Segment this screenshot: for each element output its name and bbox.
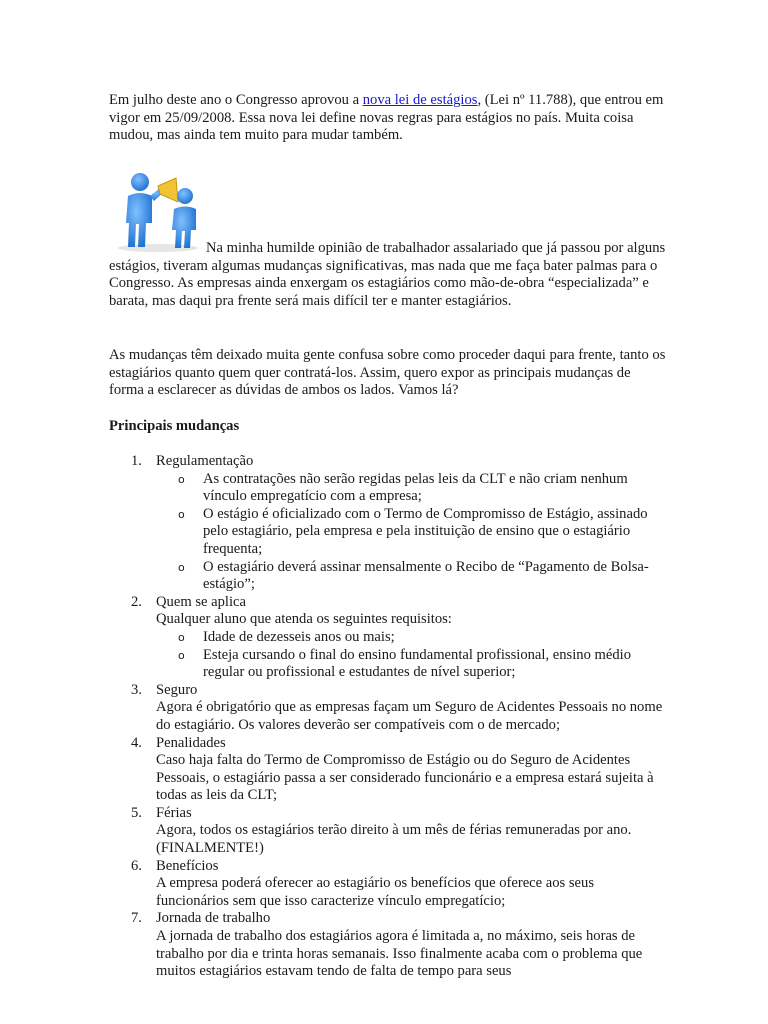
- list-item-title: Benefícios: [156, 857, 219, 874]
- sub-list-item: [156, 647, 669, 682]
- sub-list-item-text: As contratações não serão regidas pelas leis da CLT e não criam nenhum vínculo empregatício com a empresa;: [203, 470, 628, 505]
- list-item-number: 3.: [131, 681, 142, 698]
- list-item-title: Férias: [156, 804, 192, 821]
- list-item-number: 7.: [131, 910, 142, 927]
- list-item-text: Caso haja falta do Termo de Compromisso de Estágio ou do Seguro de Acidentes Pessoais, o estagiário passa a ser considerado funcionário e a empresa estará sujeita à todas as leis da CLT;: [156, 752, 654, 804]
- list-item-text: A jornada de trabalho dos estagiários agora é limitada a, no máximo, seis horas de trabalho por dia e trinta horas semanais. Isso finalmente acaba com o problema que muitos estagiários estavam tendo de falta de tempo para seus: [156, 928, 643, 980]
- intro-paragraph: [109, 92, 669, 145]
- sub-list-item-text: O estágio é oficializado com o Termo de Compromisso de Estágio, assinado pelo estagiário, pela empresa e pela instituição de ensino que o estagiário frequenta;: [203, 505, 648, 557]
- list-item-regulamentacao: [109, 453, 669, 594]
- sub-list: [156, 629, 669, 682]
- list-item-number: 2.: [131, 593, 142, 610]
- list-item-beneficios: [109, 858, 669, 911]
- sub-list: [156, 471, 669, 594]
- sub-list-item-text: Esteja cursando o final do ensino fundamental profissional, ensino médio regular ou profissional e estudantes de nível superior;: [203, 646, 631, 681]
- list-item-jornada: [109, 910, 669, 980]
- list-item-title: Quem se aplica: [156, 593, 246, 610]
- sub-list-item-text: O estagiário deverá assinar mensalmente o Recibo de “Pagamento de Bolsa-estágio”;: [203, 558, 649, 593]
- bullet-icon: o: [178, 648, 185, 662]
- list-item-quem-se-aplica: [109, 594, 669, 682]
- list-item-title: Jornada de trabalho: [156, 910, 271, 927]
- list-item-text: Agora, todos os estagiários terão direito à um mês de férias remuneradas por ano. (FINALMENTE!): [156, 822, 632, 857]
- intro-text-after-link: , (Lei nº 11.788), que entrou em vigor em 25/09/2008. Essa nova lei define novas regras para estágios no país. Muita coisa mudou, mas ainda tem muito para mudar também.: [109, 92, 664, 144]
- list-item-number: 6.: [131, 857, 142, 874]
- section-heading: Principais mudanças: [109, 418, 240, 434]
- list-item-penalidades: [109, 735, 669, 805]
- opinion-paragraph: [109, 240, 669, 310]
- sub-list-item: [156, 629, 669, 647]
- list-item-text: A empresa poderá oferecer ao estagiário os benefícios que oferece aos seus funcionários sem que isso caracterize vínculo empregatício;: [156, 875, 595, 909]
- sub-list-item-text: Idade de dezesseis anos ou mais;: [203, 628, 395, 645]
- list-item-text: Agora é obrigatório que as empresas façam um Seguro de Acidentes Pessoais no nome do estagiário. Os valores deverão ser compatíveis com o de mercado;: [156, 699, 663, 733]
- bullet-icon: o: [178, 560, 185, 574]
- changes-list: [109, 453, 669, 981]
- list-item-title: Penalidades: [156, 734, 226, 751]
- changes-paragraph: As mudanças têm deixado muita gente confusa sobre como proceder daqui para frente, tanto os estagiários quanto quem quer contratá-los. Assim, quero expor as principais mudanças de forma a esclarecer as dúvidas de ambos os lados. Vamos lá?: [109, 347, 666, 399]
- list-item-ferias: [109, 805, 669, 858]
- bullet-icon: o: [178, 630, 185, 644]
- sub-list-item: [156, 471, 669, 506]
- bullet-icon: o: [178, 472, 185, 486]
- list-item-number: 1.: [131, 453, 142, 469]
- sub-list-item: [156, 506, 669, 559]
- opinion-text: Na minha humilde opinião de trabalhador assalariado que já passou por alguns estágios, tiveram algumas mudanças significativas, mas nada que me faça bater palmas para o Congresso. As empresas ainda enxergam os estagiários como mão-de-obra “especializada” e barata, mas daqui pra frente será mais difícil ter e manter estagiários.: [109, 240, 666, 309]
- list-item-number: 5.: [131, 804, 142, 821]
- list-item-seguro: [109, 682, 669, 735]
- sub-list-item: [156, 559, 669, 594]
- list-item-number: 4.: [131, 734, 142, 751]
- list-item-text: Qualquer aluno que atenda os seguintes requisitos:: [156, 611, 452, 628]
- nova-lei-link[interactable]: nova lei de estágios: [362, 92, 478, 108]
- bullet-icon: o: [178, 507, 185, 521]
- list-item-title: Regulamentação: [156, 453, 254, 469]
- list-item-title: Seguro: [156, 681, 198, 698]
- intro-text-before-link: Em julho deste ano o Congresso aprovou a: [109, 92, 363, 108]
